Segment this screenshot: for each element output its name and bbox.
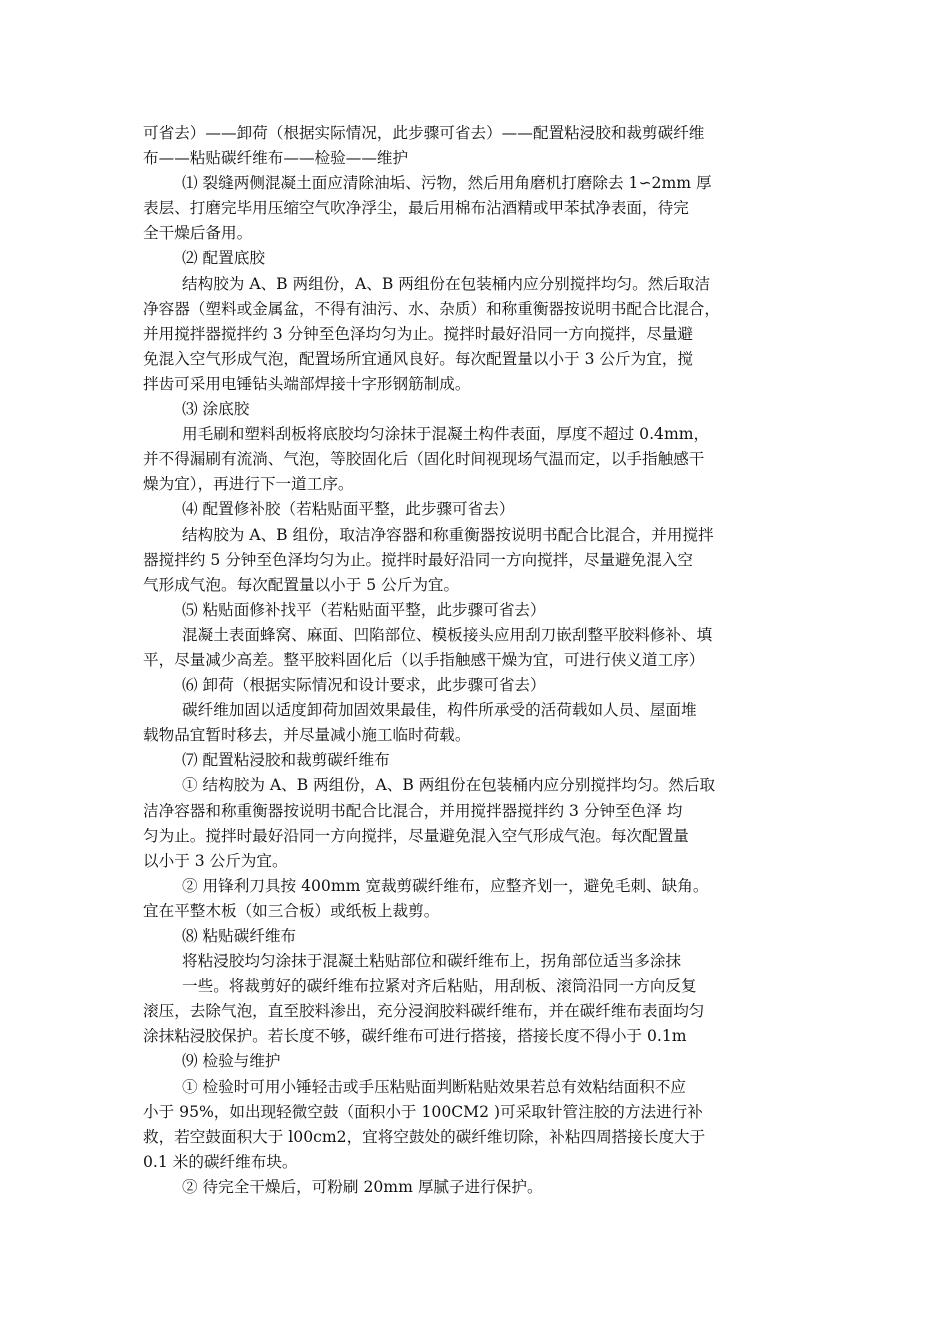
text-line: 并用搅拌器搅拌约 3 分钟至色泽均匀为止。搅拌时最好沿同一方向搅拌，尽量避 xyxy=(143,324,694,343)
text-line: 平，尽量减少高差。整平胶料固化后（以手指触感干燥为宜，可进行侠义道工序） xyxy=(143,650,705,669)
text-line: 匀为止。搅拌时最好沿同一方向搅拌，尽量避免混入空气形成气泡。每次配置量 xyxy=(143,826,689,845)
text-line: 结构胶为 A、B 两组份，A、B 两组份在包装桶内应分别搅拌均匀。然后取洁 xyxy=(182,274,711,293)
text-line: 宜在平整木板（如三合板）或纸板上裁剪。 xyxy=(143,901,440,920)
text-line: 载物品宜暂时移去，并尽量减小施工临时荷载。 xyxy=(143,726,471,745)
text-line: 滚压，去除气泡，直至胶料渗出，充分浸润胶料碳纤维布，并在碳纤维布表面均匀 xyxy=(143,1002,705,1021)
text-line: ⑶ 涂底胶 xyxy=(182,400,250,419)
text-line: ⑺ 配置粘浸胶和裁剪碳纤维布 xyxy=(182,751,390,770)
text-line: 燥为宜），再进行下一道工序。 xyxy=(143,475,354,494)
text-line: ⑸ 粘贴面修补找平（若粘贴面平整，此步骤可省去） xyxy=(182,600,546,619)
text-line: 表层、打磨完毕用压缩空气吹净浮尘，最后用棉布沾酒精或甲苯拭净表面，待完 xyxy=(143,199,689,218)
text-line: ① 结构胶为 A、B 两组份，A、B 两组份在包装桶内应分别搅拌均匀。然后取 xyxy=(182,776,716,795)
text-line: 洁净容器和称重衡器按说明书配合比混合，并用搅拌器搅拌约 3 分钟至色泽 均 xyxy=(143,801,683,820)
text-line: ⑼ 检验与维护 xyxy=(182,1052,281,1071)
text-line: 救，若空鼓面积大于 l00cm2，宜将空鼓处的碳纤维切除，补粘四周搭接长度大于 xyxy=(143,1127,706,1146)
text-line: ⑻ 粘贴碳纤维布 xyxy=(182,927,297,945)
text-line: 用毛刷和塑料刮板将底胶均匀涂抹于混凝土构件表面，厚度不超过 0.4mm， xyxy=(182,425,710,444)
text-line: 混凝土表面蜂窝、麻面、凹陷部位、模板接头应用刮刀嵌刮整平胶料修补、填 xyxy=(182,625,713,644)
text-line: ② 用锋利刀具按 400mm 宽裁剪碳纤维布，应整齐划一，避免毛刺、缺角。 xyxy=(182,876,709,895)
text-line: ② 待完全干燥后，可粉刷 20mm 厚腻子进行保护。 xyxy=(182,1177,543,1196)
text-line: 0.1 米的碳纤维布块。 xyxy=(143,1152,298,1171)
text-line: 全干燥后备用。 xyxy=(143,224,253,243)
text-line: 碳纤维加固以适度卸荷加固效果最佳，构件所承受的活荷载如人员、屋面堆 xyxy=(182,701,697,720)
document-body xyxy=(143,121,808,1200)
text-line: 器搅拌约 5 分钟至色泽均匀为止。搅拌时最好沿同一方向搅拌，尽量避免混入空 xyxy=(143,550,694,569)
text-line: ⑴ 裂缝两侧混凝土面应清除油垢、污物，然后用角磨机打磨除去 1∽2mm 厚 xyxy=(182,174,712,193)
text-line: 结构胶为 A、B 组份，取洁净容器和称重衡器按说明书配合比混合，并用搅拌 xyxy=(182,525,714,544)
text-line: ⑷ 配置修补胶（若粘贴面平整，此步骤可省去） xyxy=(182,500,515,519)
text-line: ⑹ 卸荷（根据实际情况和设计要求，此步骤可省去） xyxy=(182,676,546,695)
text-line: 并不得漏刷有流淌、气泡，等胶固化后（固化时间视现场气温而定，以手指触感干 xyxy=(143,450,705,469)
text-line: 可省去）——卸荷（根据实际情况，此步骤可省去）——配置粘浸胶和裁剪碳纤维 xyxy=(143,124,705,142)
text-line: 气形成气泡。每次配置量以小于 5 公斤为宜。 xyxy=(143,575,460,594)
text-line: 小于 95%，如出现轻微空鼓（面积小于 100CM2 )可采取针管注胶的方法进行补 xyxy=(143,1102,703,1121)
text-line: 一些。将裁剪好的碳纤维布拉紧对齐后粘贴，用刮板、滚筒沿同一方向反复 xyxy=(182,977,697,996)
text-line: 涂抹粘浸胶保护。若长度不够，碳纤维布可进行搭接，搭接长度不得小于 0.1m xyxy=(143,1027,687,1046)
text-line: 布——粘贴碳纤维布——检验——维护 xyxy=(143,149,409,168)
text-line: ① 检验时可用小锤轻击或手压粘贴面判断粘贴效果若总有效粘结面积不应 xyxy=(182,1077,686,1096)
text-line: ⑵ 配置底胶 xyxy=(182,249,265,268)
text-line: 拌齿可采用电锤钻头端部焊接十字形钢筋制成。 xyxy=(143,374,471,393)
text-line: 将粘浸胶均匀涂抹于混凝土粘贴部位和碳纤维布上，拐角部位适当多涂抹 xyxy=(182,952,682,971)
text-line: 以小于 3 公斤为宜。 xyxy=(143,851,288,870)
text-line: 净容器（塑料或金属盆，不得有油污、水、杂质）和称重衡器按说明书配合比混合， xyxy=(143,299,720,318)
text-line: 免混入空气形成气泡，配置场所宜通风良好。每次配置量以小于 3 公斤为宜，搅 xyxy=(143,349,694,368)
